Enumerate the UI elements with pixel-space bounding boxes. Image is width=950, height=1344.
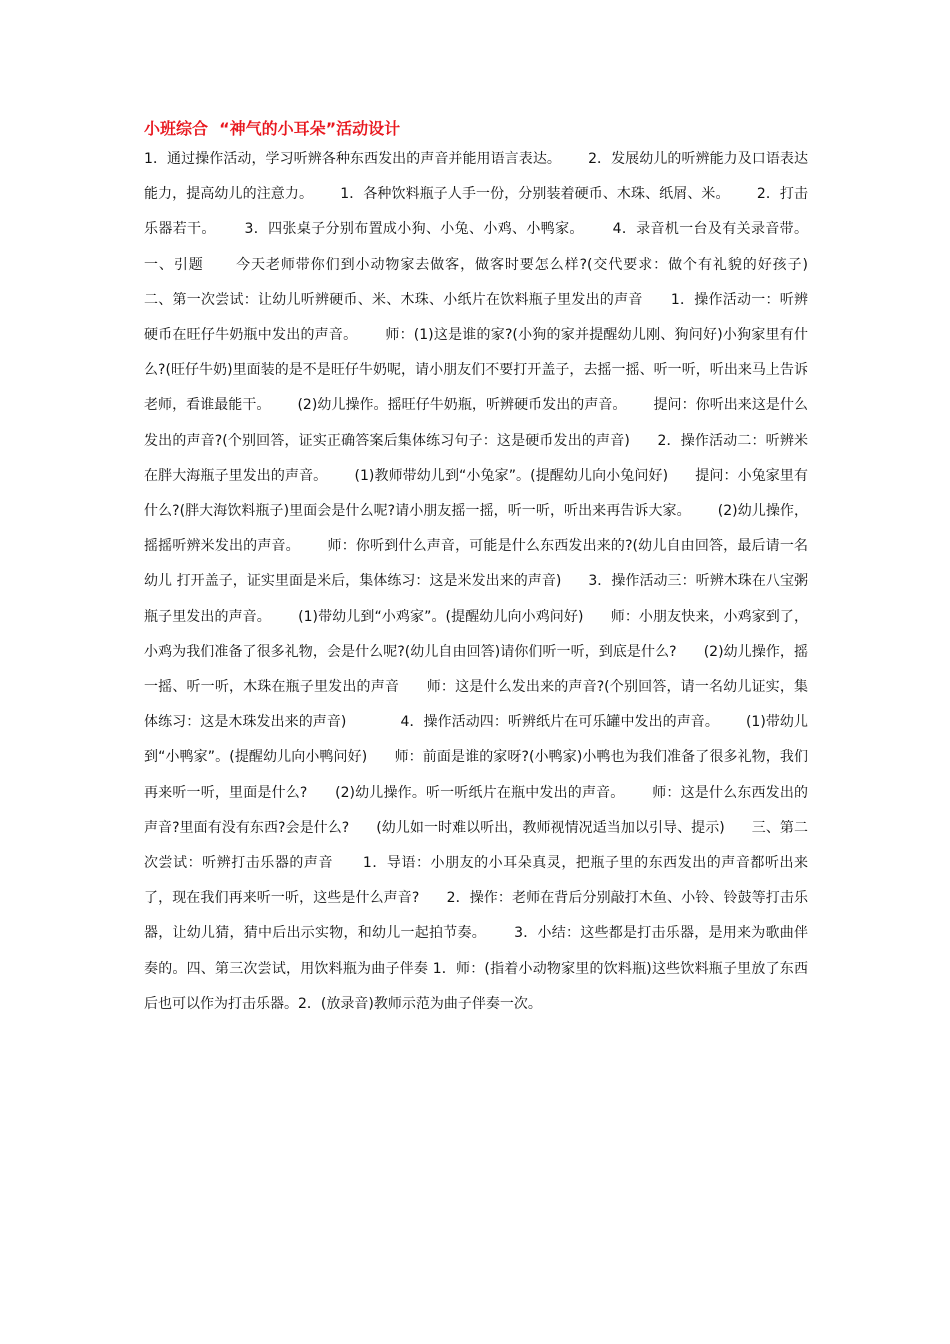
document-title: 小班综合 “神气的小耳朵”活动设计 — [144, 119, 401, 138]
document-page — [144, 118, 862, 1022]
document-body: 1．通过操作活动，学习听辨各种东西发出的声音并能用语言表达。 2．发展幼儿的听辨能力及口语表达能力，提高幼儿的注意力。 1．各种饮料瓶子人手一份，分别装着硬币、木珠、纸屑、米。 2．打击乐器若干。 3．四张桌子分别布置成小狗、小兔、小鸡、小鸭家。 4．录音机一台及有关录音带。 一、引题 今天老师带你们到小动物家去做客，做客时要怎么样?(交代要求：做个有礼貌的好孩子) 二、第一次尝试：让幼儿听辨硬币、米、木珠、小纸片在饮料瓶子里发出的声音 1．操作活动一：听辨硬币在旺仔牛奶瓶中发出的声音。 师：(1)这是谁的家?(小狗的家并提醒幼儿刚、狗问好)小狗家里有什么?(旺仔牛奶)里面装的是不是旺仔牛奶呢，请小朋友们不要打开盖子，去摇一摇、听一听，听出来马上告诉老师，看谁最能干。 (2)幼儿操作。摇旺仔牛奶瓶，听辨硬币发出的声音。 提问：你听出来这是什么发出的声音?(个别回答，证实正确答案后集体练习句子：这是硬币发出的声音) 2．操作活动二：听辨米在胖大海瓶子里发出的声音。 (1)教师带幼儿到“小兔家”。(提醒幼儿向小兔问好) 提问：小兔家里有什么?(胖大海饮料瓶子)里面会是什么呢?请小朋友摇一摇，听一听，听出来再告诉大家。 (2)幼儿操作，摇摇听辨米发出的声音。 师：你听到什么声音，可能是什么东西发出来的?(幼儿自由回答，最后请一名幼儿 打开盖子，证实里面是米后，集体练习：这是米发出来的声音) 3．操作活动三：听辨木珠在八宝粥瓶子里发出的声音。 (1)带幼儿到“小鸡家”。(提醒幼儿向小鸡问好) 师：小朋友快来，小鸡家到了，小鸡为我们准备了很多礼物，会是什么呢?(幼儿自由回答)请你们听一听，到底是什么? (2)幼儿操作，摇一摇、听一听，木珠在瓶子里发出的声音 师：这是什么发出来的声音?(个别回答，请一名幼儿证实，集体练习：这是木珠发出来的声音) 4．操作活动四：听辨纸片在可乐罐中发出的声音。 (1)带幼儿到“小鸭家”。(提醒幼儿向小鸭问好) 师：前面是谁的家呀?(小鸭家)小鸭也为我们准备了很多礼物，我们再来听一听，里面是什么? (2)幼儿操作。听一听纸片在瓶中发出的声音。 师：这是什么东西发出的声音?里面有没有东西?会是什么? (幼儿如一时难以听出，教师视情况适当加以引导、提示) 三、第二次尝试：听辨打击乐器的声音 1．导语：小朋友的小耳朵真灵，把瓶子里的东西发出的声音都听出来了，现在我们再来听一听，这些是什么声音? 2．操作：老师在背后分别敲打木鱼、小铃、铃鼓等打击乐器，让幼儿猜，猜中后出示实物，和幼儿一起拍节奏。 3．小结：这些都是打击乐器，是用来为歌曲伴奏的。四、第三次尝试，用饮料瓶为曲子伴奏 1．师：(指着小动物家里的饮料瓶)这些饮料瓶子里放了东西后也可以作为打击乐器。2．(放录音)教师示范为曲子伴奏一次。 — [144, 151, 862, 1012]
